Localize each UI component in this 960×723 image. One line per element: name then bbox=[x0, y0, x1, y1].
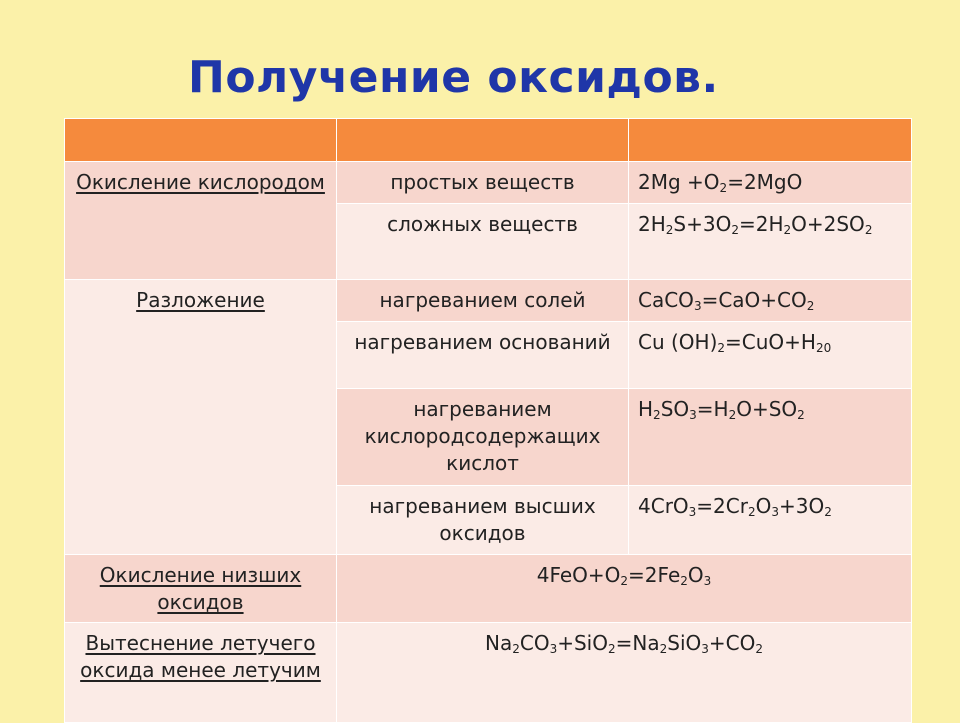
table-row bbox=[65, 555, 912, 623]
equation: $2H_2S+3O_2=2H_2O+2SO_2$ bbox=[638, 212, 873, 237]
table-row bbox=[65, 162, 912, 204]
subtype-cell: сложных веществ bbox=[337, 204, 629, 280]
equation: Cu $(OH)_2=CuO+H_{20}$ bbox=[638, 330, 832, 355]
header-cell bbox=[337, 119, 629, 162]
table-header-row bbox=[65, 119, 912, 162]
method-cell bbox=[65, 555, 337, 623]
equation-cell bbox=[629, 389, 912, 486]
table-row bbox=[65, 280, 912, 322]
equation: $4FeO+O_2=2Fe_2O_3$ bbox=[536, 563, 712, 588]
header-cell bbox=[629, 119, 912, 162]
subtype-cell: нагреванием солей bbox=[337, 280, 629, 322]
oxide-methods-table bbox=[64, 118, 912, 723]
subtype-cell: нагреванием оснований bbox=[337, 322, 629, 389]
method-label: Окисление низших оксидов bbox=[99, 563, 302, 614]
equation: $4CrO_3=2Cr_2O_3+3O_2$ bbox=[638, 494, 832, 519]
equation-cell bbox=[337, 555, 912, 623]
equation: $Na_2CO_3+SiO_2=Na_2SiO_3+CO_2$ bbox=[485, 631, 763, 656]
method-label: Разложение bbox=[136, 288, 265, 312]
method-cell bbox=[65, 623, 337, 723]
method-label: Окисление кислородом bbox=[76, 170, 325, 194]
subtype-cell: нагреванием высших оксидов bbox=[337, 486, 629, 555]
equation-cell bbox=[629, 204, 912, 280]
subtype-cell: простых веществ bbox=[337, 162, 629, 204]
equation-cell bbox=[629, 280, 912, 322]
method-cell bbox=[65, 280, 337, 555]
equation-cell bbox=[629, 322, 912, 389]
subtype-cell: нагреванием кислородсодержащих кислот bbox=[337, 389, 629, 486]
page-title: Получение оксидов. bbox=[188, 52, 719, 103]
equation: $H_2SO_3=H_2O+SO_2$ bbox=[638, 397, 805, 422]
equation-cell bbox=[629, 162, 912, 204]
equation: $CaCO_3=CaO+CO_2$ bbox=[638, 288, 815, 313]
method-cell bbox=[65, 162, 337, 280]
method-label: Вытеснение летучего оксида менее летучим bbox=[80, 631, 321, 682]
equation-cell bbox=[337, 623, 912, 723]
equation-cell bbox=[629, 486, 912, 555]
table-row bbox=[65, 623, 912, 723]
equation: $2Mg +O_2=2MgO$ bbox=[638, 170, 803, 195]
header-cell bbox=[65, 119, 337, 162]
